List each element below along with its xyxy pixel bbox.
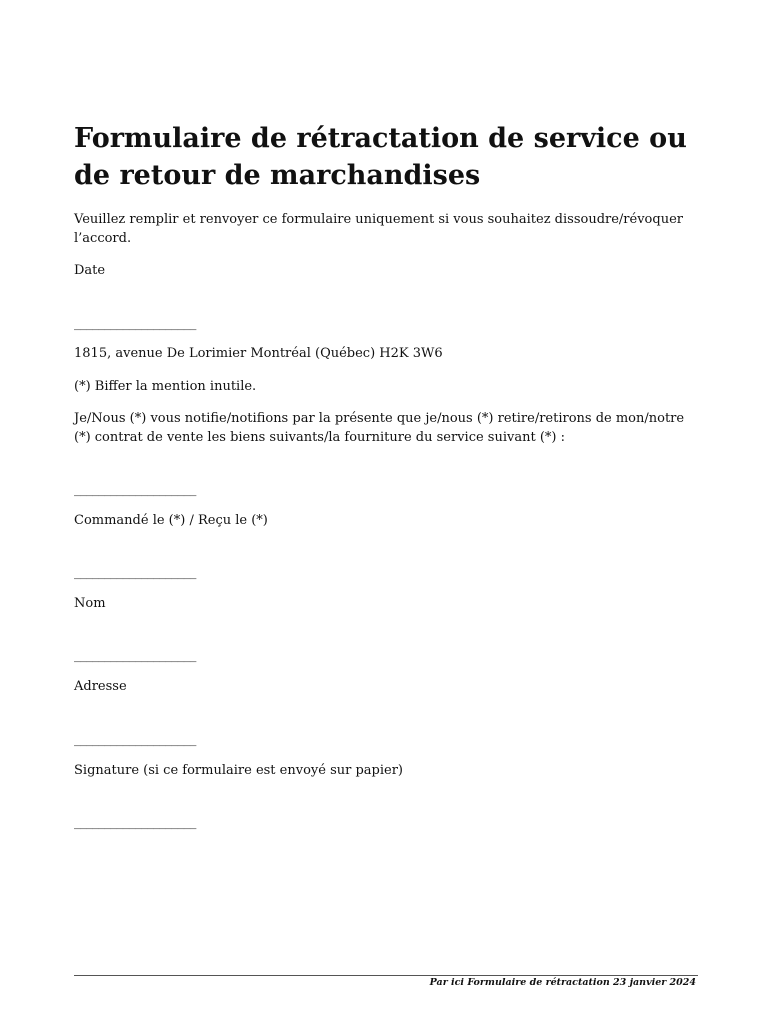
document-page <box>74 0 698 1024</box>
notification-paragraph: Je/Nous (*) vous notifie/notifions par la présente que je/nous (*) retire/retirons de mon/notre (*) contrat de vente les biens suivants/la fourniture du service suivant (*) : <box>74 411 685 445</box>
footer-divider <box>74 975 698 976</box>
page-title: Formulaire de rétractation de service ou de retour de marchandises <box>74 123 687 191</box>
ordered-blank-line: ____________________ <box>74 565 197 580</box>
name-blank-line: ____________________ <box>74 648 197 663</box>
intro-paragraph: Veuillez remplir et renvoyer ce formulaire uniquement si vous souhaitez dissoudre/révoquer l’accord. <box>74 212 683 246</box>
footer-text: Par ici Formulaire de rétractation 23 janvier 2024 <box>429 977 696 988</box>
date-label: Date <box>74 263 106 278</box>
address-label: Adresse <box>74 679 127 694</box>
strike-note: (*) Biffer la mention inutile. <box>74 379 257 394</box>
ordered-received-label: Commandé le (*) / Reçu le (*) <box>74 513 268 528</box>
date-blank-line: ____________________ <box>74 316 197 331</box>
name-label: Nom <box>74 596 106 611</box>
goods-blank-line: ____________________ <box>74 482 197 497</box>
signature-blank-line: ____________________ <box>74 815 197 830</box>
signature-label: Signature (si ce formulaire est envoyé sur papier) <box>74 763 403 778</box>
company-address: 1815, avenue De Lorimier Montréal (Québec) H2K 3W6 <box>74 346 443 361</box>
address-blank-line: ____________________ <box>74 732 197 747</box>
